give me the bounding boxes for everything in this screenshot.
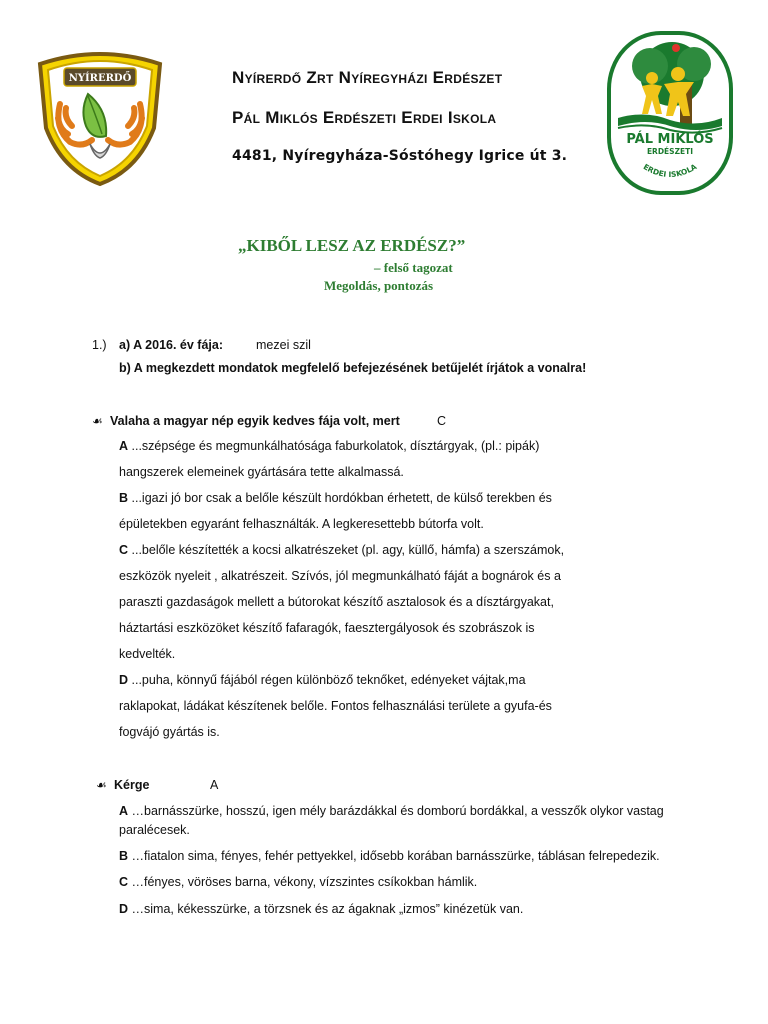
s1-option-c-cont3: háztartási eszközöket készítő fafaragók, faesztergályosok és szobrászok is <box>119 621 535 635</box>
doc-subtitle: – felső tagozat <box>374 260 453 275</box>
s2-option-c <box>119 875 477 889</box>
scroll-bullet-icon: ☙ <box>96 778 107 792</box>
q1b-label: b) A megkezdett mondatok megfelelő befejezésének betűjelét írjátok a vonalra! <box>119 361 587 375</box>
s2-option-d <box>119 902 523 916</box>
s1-option-d-cont2: fogvájó gyártás is. <box>119 725 220 739</box>
option-text: …sima, kékesszürke, a törzsnek és az ágaknak „izmos” kinézetük van. <box>128 902 524 916</box>
q1a-label: a) A 2016. év fája: <box>119 338 223 352</box>
option-letter: D <box>119 673 129 687</box>
s1-option-d <box>119 673 526 687</box>
s2-stem: Kérge <box>114 778 150 792</box>
scroll-bullet-icon: ☙ <box>92 414 103 428</box>
s2-option-a-cont: paralécesek. <box>119 823 190 837</box>
option-letter: A <box>119 439 129 453</box>
option-text: …fényes, vöröses barna, vékony, vízszintes csíkokban hámlik. <box>128 875 478 889</box>
s1-option-a <box>119 439 539 453</box>
doc-title: „KIBŐL LESZ AZ ERDÉSZ?” <box>238 236 466 255</box>
logo-left-text: NYÍRERDŐ <box>68 73 132 84</box>
s1-option-d-cont1: raklapokat, ládákat készítenek belőle. Fontos felhasználási területe a gyufa-és <box>119 699 552 713</box>
option-letter: C <box>119 543 129 557</box>
logo-right-line1: PÁL MIKLÓS <box>626 132 714 147</box>
option-letter: B <box>119 491 129 505</box>
s1-option-c-cont1: eszközök nyeleit , alkatrészeit. Szívós, jól megmunkálható fáját a bognárok és a <box>119 569 561 583</box>
s1-option-b <box>119 491 552 505</box>
s2-option-b <box>119 849 660 863</box>
option-text: …barnásszürke, hosszú, igen mély barázdákkal és domború bordákkal, a vesszők olykor vastag <box>128 804 664 818</box>
s1-option-b-cont: épületekben egyaránt felhasználták. A legkeresettebb bútorfa volt. <box>119 517 484 531</box>
address: 4481, Nyíregyháza-Sóstóhegy Igrice út 3. <box>232 148 568 164</box>
s2-stem-row <box>96 778 149 792</box>
org-name: Nyírerdő Zrt Nyíregyházi Erdészet <box>232 68 503 87</box>
school-name: Pál Miklós Erdészeti Erdei Iskola <box>232 108 497 127</box>
s1-option-c-cont2: paraszti gazdaságok mellett a bútorokat készítő asztalosok és a dísztárgyakat, <box>119 595 554 609</box>
s1-stem-row <box>92 414 400 428</box>
s1-option-c <box>119 543 564 557</box>
s1-answer: C <box>437 414 447 428</box>
nyirerdo-logo <box>30 44 170 188</box>
option-letter: B <box>119 849 129 863</box>
s1-option-c-cont4: kedvelték. <box>119 647 176 661</box>
logo-right-line2: ERDÉSZETI <box>646 147 694 156</box>
q1-number: 1.) <box>92 338 107 352</box>
option-text: ...szépsége és megmunkálhatósága faburkolatok, dísztárgyak, (pl.: pipák) <box>128 439 540 453</box>
option-text: ...igazi jó bor csak a belőle készült hordókban érhetett, de külső terekben és <box>128 491 552 505</box>
option-letter: C <box>119 875 129 889</box>
option-letter: A <box>119 804 129 818</box>
s2-answer: A <box>210 778 219 792</box>
option-letter: D <box>119 902 129 916</box>
option-text: ...puha, könnyű fájából régen különböző teknőket, edényeket vájtak,ma <box>128 673 526 687</box>
s1-stem: Valaha a magyar nép egyik kedves fája volt, mert <box>110 414 400 428</box>
s1-option-a-cont: hangszerek elemeinek gyártására tette alkalmassá. <box>119 465 404 479</box>
doc-subtitle-2: Megoldás, pontozás <box>324 278 434 293</box>
s2-option-a <box>119 804 664 818</box>
erdei-iskola-logo <box>606 30 734 196</box>
q1a-answer: mezei szil <box>256 338 311 352</box>
option-text: ...belőle készítették a kocsi alkatrészeket (pl. agy, küllő, hámfa) a szerszámok, <box>128 543 565 557</box>
option-text: …fiatalon sima, fényes, fehér pettyekkel, idősebb korában barnásszürke, táblásan felrepedezik. <box>128 849 660 863</box>
logo-right-arc: ERDEI ISKOLA <box>641 162 699 180</box>
